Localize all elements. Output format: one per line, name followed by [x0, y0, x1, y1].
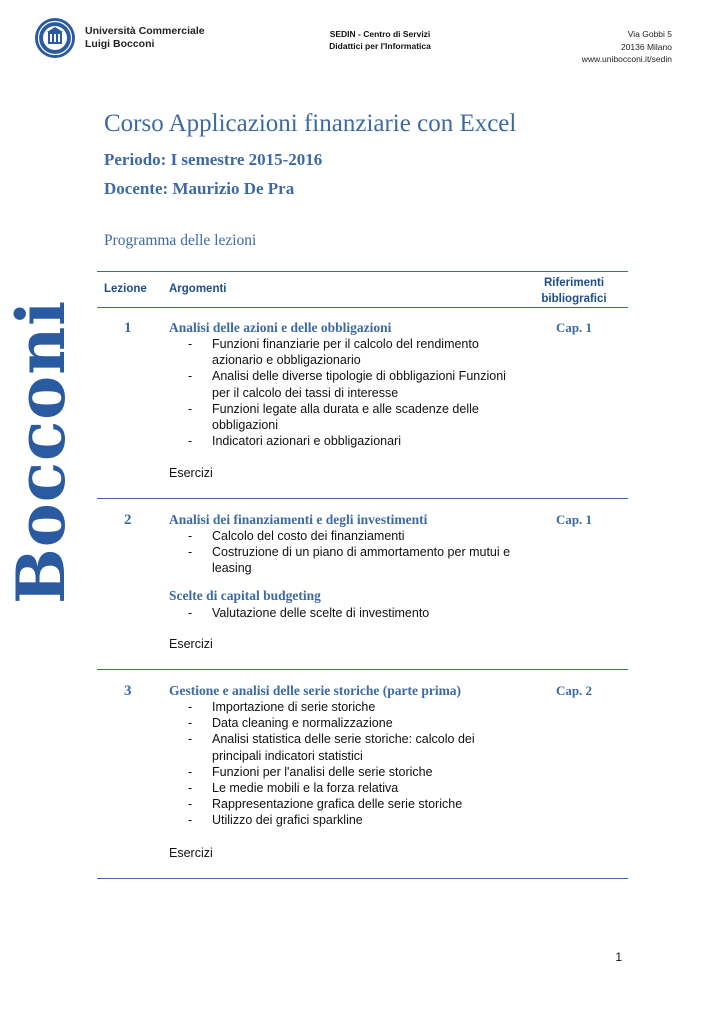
lesson-topic: Analisi dei finanziamenti e degli investimenti — [169, 512, 428, 527]
lesson-subitem-list — [188, 605, 518, 621]
list-item: - Funzioni legate alla durata e alle scadenze delle obbligazioni — [188, 401, 518, 433]
sedin-header — [250, 28, 510, 52]
lesson-number: 1 — [124, 320, 132, 336]
lesson-item-list — [188, 528, 518, 577]
list-item: - Le medie mobili e la forza relativa — [188, 780, 518, 796]
bocconi-logo — [34, 17, 76, 59]
lesson-number: 2 — [124, 512, 132, 528]
sedin-line-1: SEDIN - Centro di Servizi — [329, 29, 431, 39]
lesson-item-list — [188, 336, 518, 449]
column-header-references-line-2: bibliografici — [541, 293, 607, 305]
lesson-reference: Cap. 2 — [555, 683, 593, 698]
section-title: Programma delle lezioni — [104, 232, 257, 249]
list-item: - Analisi delle diverse tipologie di obbligazioni Funzioni per il calcolo dei tassi di interesse — [188, 368, 518, 400]
list-item: - Importazione di serie storiche — [188, 699, 518, 715]
table-top-rule — [97, 271, 628, 272]
list-item: - Analisi statistica delle serie storiche: calcolo dei principali indicatori statistici — [188, 731, 518, 763]
address-block — [582, 28, 672, 66]
address-website: www.unibocconi.it/sedin — [581, 54, 672, 64]
lesson-topic: Gestione e analisi delle serie storiche (parte prima) — [169, 683, 462, 698]
column-header-topics: Argomenti — [169, 283, 227, 295]
university-line-2: Luigi Bocconi — [85, 38, 155, 50]
address-line-1: Via Gobbi 5 — [627, 29, 672, 39]
table-bottom-rule — [97, 878, 628, 879]
university-line-1: Università Commerciale — [85, 25, 205, 37]
list-item: - Rappresentazione grafica delle serie storiche — [188, 796, 518, 812]
course-title: Corso Applicazioni finanziarie con Excel — [104, 110, 517, 137]
lesson-item-list — [188, 699, 518, 829]
address-line-2: 20136 Milano — [620, 41, 672, 52]
list-item: - Valutazione delle scelte di investimento — [188, 605, 518, 621]
sedin-line-2: Didattici per l'Informatica — [329, 41, 431, 51]
list-item: - Funzioni per l'analisi delle serie storiche — [188, 764, 518, 780]
lesson-reference: Cap. 1 — [555, 320, 593, 335]
lesson-exercises: Esercizi — [169, 466, 213, 480]
list-item: - Funzioni finanziarie per il calcolo del rendimento azionario e obbligazionario — [188, 336, 518, 368]
list-item: - Calcolo del costo dei finanziamenti — [188, 528, 518, 544]
university-name — [85, 25, 205, 51]
lesson-subtopic: Scelte di capital budgeting — [169, 588, 321, 603]
list-item: - Data cleaning e normalizzazione — [188, 715, 518, 731]
lesson-number: 3 — [124, 683, 132, 699]
lesson-topic: Analisi delle azioni e delle obbligazioni — [169, 320, 392, 335]
page-number: 1 — [615, 950, 622, 964]
lesson-exercises: Esercizi — [169, 637, 213, 651]
lesson-separator — [97, 669, 628, 670]
course-period: Periodo: I semestre 2015-2016 — [104, 150, 323, 169]
list-item: - Utilizzo dei grafici sparkline — [188, 812, 518, 828]
column-header-references-line-1: Riferimenti — [543, 277, 605, 289]
list-item: - Costruzione di un piano di ammortamento per mutui e leasing — [188, 544, 518, 576]
lesson-reference: Cap. 1 — [555, 512, 593, 527]
list-item: - Indicatori azionari e obbligazionari — [188, 433, 518, 449]
column-header-references — [520, 275, 628, 307]
lesson-exercises: Esercizi — [169, 846, 213, 860]
lesson-separator — [97, 498, 628, 499]
course-teacher: Docente: Maurizio De Pra — [104, 179, 295, 198]
table-header-rule — [97, 307, 628, 308]
column-header-lesson: Lezione — [104, 283, 147, 295]
bocconi-side-watermark: Bocconi — [2, 299, 80, 604]
